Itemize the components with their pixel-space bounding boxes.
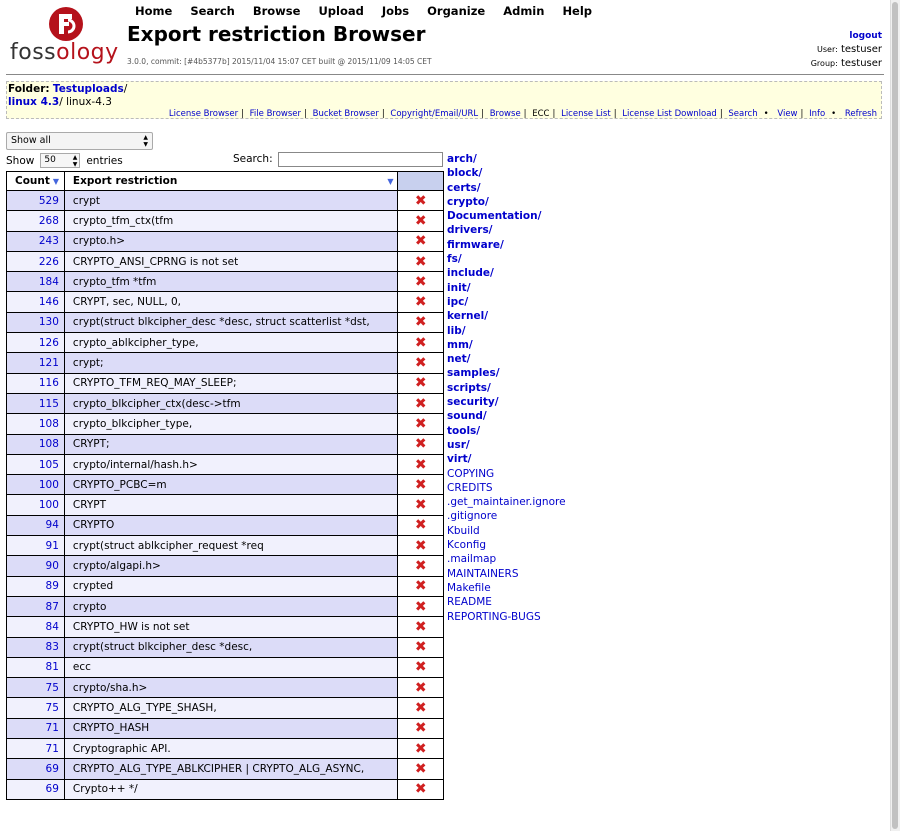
tree-dir-link[interactable]: fs/ [447, 253, 462, 266]
tree-dir-link[interactable]: certs/ [447, 181, 481, 194]
table-row [7, 698, 444, 718]
search-label: Search: [233, 153, 273, 165]
menu-home[interactable]: Home [135, 4, 173, 18]
delete-icon[interactable]: ✖ [398, 414, 444, 434]
fossology-logo-icon [48, 6, 84, 42]
table-row [7, 495, 444, 515]
table-row [7, 312, 444, 332]
tree-file-link[interactable]: .mailmap [447, 553, 497, 566]
filter-select[interactable] [6, 132, 153, 150]
nav-copyright[interactable]: Copyright/Email/URL [390, 109, 479, 119]
table-row [7, 779, 444, 799]
entries-select[interactable]: 50 ▲ ▼ [40, 153, 80, 168]
count-cell[interactable]: 75 [7, 698, 65, 718]
export-restriction-table [6, 171, 444, 800]
count-cell[interactable]: 81 [7, 657, 65, 677]
restriction-cell: CRYPTO_ALG_TYPE_SHASH, [64, 698, 398, 718]
nav-bucket-browser[interactable]: Bucket Browser [312, 109, 379, 119]
tree-dir-link[interactable]: crypto/ [447, 195, 489, 208]
header-divider [6, 74, 884, 75]
folder-label: Folder: [8, 83, 50, 95]
restriction-cell: crypto/sha.h> [64, 678, 398, 698]
table-row [7, 211, 444, 231]
delete-icon[interactable]: ✖ [398, 556, 444, 576]
group-label: Group: [810, 59, 838, 68]
delete-icon[interactable]: ✖ [398, 678, 444, 698]
table-row [7, 739, 444, 759]
restriction-cell: CRYPTO_ALG_TYPE_ABLKCIPHER | CRYPTO_ALG_ASYNC, [64, 759, 398, 779]
count-cell[interactable]: 116 [7, 373, 65, 393]
delete-icon[interactable]: ✖ [398, 373, 444, 393]
tree-dir-link[interactable]: arch/ [447, 153, 477, 165]
vertical-scrollbar[interactable] [890, 0, 900, 831]
restriction-cell: ecc [64, 657, 398, 677]
tree-dir-link[interactable]: init/ [447, 281, 471, 294]
table-row [7, 251, 444, 271]
nav-links: License Browser | File Browser | Bucket Browser | Copyright/Email/URL | Browse | ECC | License List | License List Download | Search • View | Info • Refresh [168, 109, 877, 119]
table-row [7, 515, 444, 535]
table-row [7, 393, 444, 413]
restriction-cell: Cryptographic API. [64, 739, 398, 759]
restriction-cell: CRYPTO_PCBC=m [64, 475, 398, 495]
user-box [811, 29, 882, 71]
tree-dir-link[interactable]: scripts/ [447, 381, 491, 394]
nav-ecc: ECC [532, 109, 550, 119]
restriction-cell: crypted [64, 576, 398, 596]
table-row [7, 475, 444, 495]
count-cell[interactable]: 71 [7, 718, 65, 738]
delete-icon[interactable]: ✖ [398, 434, 444, 454]
delete-icon[interactable]: ✖ [398, 251, 444, 271]
count-cell[interactable]: 94 [7, 515, 65, 535]
tree-dir-link[interactable]: mm/ [447, 338, 473, 351]
delete-icon[interactable]: ✖ [398, 515, 444, 535]
build-info: 3.0.0, commit: [#4b5377b] 2015/11/04 15:07 CET built @ 2015/11/09 14:05 CET [127, 57, 432, 66]
delete-icon[interactable]: ✖ [398, 353, 444, 373]
scrollbar-thumb[interactable] [892, 2, 898, 829]
table-row [7, 292, 444, 312]
menu-browse[interactable]: Browse [252, 4, 301, 18]
count-cell[interactable]: 226 [7, 251, 65, 271]
restriction-cell: crypto_blkcipher_type, [64, 414, 398, 434]
table-row [7, 272, 444, 292]
tree-file-link[interactable]: .get_maintainer.ignore [447, 496, 566, 509]
file-tree [447, 152, 566, 624]
delete-icon[interactable]: ✖ [398, 231, 444, 251]
restriction-cell: crypt(struct blkcipher_desc *desc, struct scatterlist *dst, [64, 312, 398, 332]
restriction-cell: crypto_tfm *tfm [64, 272, 398, 292]
delete-icon[interactable]: ✖ [398, 292, 444, 312]
menu-help[interactable]: Help [562, 4, 593, 18]
tree-dir-link[interactable]: virt/ [447, 453, 472, 466]
show-label: Show [6, 154, 35, 167]
table-row [7, 454, 444, 474]
tree-file-link[interactable]: Kbuild [447, 524, 480, 537]
tree-dir-link[interactable]: net/ [447, 353, 471, 366]
action-column-header [398, 172, 444, 191]
fossology-logo[interactable] [8, 4, 123, 64]
tree-dir-link[interactable]: tools/ [447, 424, 481, 437]
table-row [7, 596, 444, 616]
count-cell[interactable]: 75 [7, 678, 65, 698]
table-row [7, 759, 444, 779]
group-value: testuser [840, 58, 882, 69]
tree-dir-link[interactable]: firmware/ [447, 238, 504, 251]
table-row [7, 678, 444, 698]
restriction-cell: CRYPT, sec, NULL, 0, [64, 292, 398, 312]
restriction-cell: crypto [64, 596, 398, 616]
menu-upload[interactable]: Upload [318, 4, 364, 18]
table-row [7, 333, 444, 353]
nav-license-list-download[interactable]: License List Download [622, 109, 717, 119]
table-row [7, 373, 444, 393]
count-cell[interactable]: 126 [7, 333, 65, 353]
count-cell[interactable]: 130 [7, 312, 65, 332]
restriction-cell: crypt [64, 191, 398, 211]
restriction-cell: crypto_tfm_ctx(tfm [64, 211, 398, 231]
entries-label: entries [86, 154, 123, 167]
entries-length-control [6, 153, 123, 168]
nav-search[interactable]: Search [728, 109, 758, 119]
page-title: Export restriction Browser [127, 22, 426, 46]
restriction-cell: crypt(struct blkcipher_desc *desc, [64, 637, 398, 657]
select-arrows-icon: ▲ ▼ [72, 154, 78, 168]
delete-icon[interactable]: ✖ [398, 475, 444, 495]
restriction-column-header[interactable]: Export restriction ▼ [64, 172, 398, 191]
tree-dir-link[interactable]: Documentation/ [447, 210, 542, 223]
count-cell[interactable]: 105 [7, 454, 65, 474]
nav-info[interactable]: Info [809, 109, 826, 119]
restriction-cell: CRYPTO [64, 515, 398, 535]
menu-jobs[interactable]: Jobs [381, 4, 410, 18]
delete-icon[interactable]: ✖ [398, 759, 444, 779]
menu-search[interactable]: Search [190, 4, 235, 18]
delete-icon[interactable]: ✖ [398, 617, 444, 637]
count-cell[interactable]: 108 [7, 434, 65, 454]
count-cell[interactable]: 87 [7, 596, 65, 616]
logout-link[interactable]: logout [849, 31, 882, 41]
restriction-cell: CRYPT [64, 495, 398, 515]
search-input[interactable] [278, 152, 443, 167]
restriction-cell: CRYPTO_HW is not set [64, 617, 398, 637]
delete-icon[interactable]: ✖ [398, 576, 444, 596]
folder-link[interactable]: Testuploads [52, 83, 124, 95]
count-cell[interactable]: 84 [7, 617, 65, 637]
count-cell[interactable]: 121 [7, 353, 65, 373]
user-value: testuser [840, 44, 882, 55]
restriction-cell: Crypto++ */ [64, 779, 398, 799]
table-row [7, 191, 444, 211]
tree-dir-link[interactable]: samples/ [447, 367, 500, 380]
table-row [7, 434, 444, 454]
tree-dir-link[interactable]: sound/ [447, 410, 487, 423]
delete-icon[interactable]: ✖ [398, 596, 444, 616]
tree-file-link[interactable]: COPYING [447, 467, 495, 480]
tree-file-link[interactable]: REPORTING-BUGS [447, 610, 541, 623]
restriction-cell: crypto/internal/hash.h> [64, 454, 398, 474]
tree-dir-link[interactable]: usr/ [447, 438, 470, 451]
count-cell[interactable]: 243 [7, 231, 65, 251]
delete-icon[interactable]: ✖ [398, 779, 444, 799]
upload-path: linux-4.3 [66, 96, 112, 108]
count-cell[interactable]: 268 [7, 211, 65, 231]
count-cell[interactable]: 529 [7, 191, 65, 211]
select-arrows-icon: ▲ ▼ [143, 134, 148, 148]
main-menu [135, 4, 592, 18]
restriction-cell: crypto_blkcipher_ctx(desc->tfm [64, 393, 398, 413]
delete-icon[interactable]: ✖ [398, 536, 444, 556]
tree-dir-link[interactable]: kernel/ [447, 310, 489, 323]
tree-dir-link[interactable]: security/ [447, 396, 499, 409]
nav-browse[interactable]: Browse [489, 109, 521, 119]
logo-wordmark: fossology [10, 40, 119, 65]
count-cell[interactable]: 71 [7, 739, 65, 759]
count-cell[interactable]: 90 [7, 556, 65, 576]
delete-icon[interactable]: ✖ [398, 495, 444, 515]
restriction-cell: crypto_ablkcipher_type, [64, 333, 398, 353]
count-column-header[interactable]: Count ▼ [7, 172, 65, 191]
tree-file-link[interactable]: Kconfig [447, 539, 487, 552]
menu-admin[interactable]: Admin [503, 4, 545, 18]
nav-file-browser[interactable]: File Browser [249, 109, 302, 119]
delete-icon[interactable]: ✖ [398, 333, 444, 353]
folder-bar: Folder: Testuploads/ linux 4.3/ linux-4.3 License Browser | File Browser | Bucket Browser | Copyright/Email/URL | Browse | ECC | License List | License List Download | Search • View | Info • Refresh [6, 81, 882, 119]
tree-file-link[interactable]: .gitignore [447, 510, 498, 523]
delete-icon[interactable]: ✖ [398, 657, 444, 677]
upload-link[interactable]: linux 4.3 [8, 96, 60, 108]
table-row [7, 231, 444, 251]
restriction-cell: CRYPTO_ANSI_CPRNG is not set [64, 251, 398, 271]
nav-license-browser[interactable]: License Browser [168, 109, 239, 119]
delete-icon[interactable]: ✖ [398, 454, 444, 474]
nav-license-list[interactable]: License List [561, 109, 611, 119]
delete-icon[interactable]: ✖ [398, 312, 444, 332]
tree-dir-link[interactable]: include/ [447, 267, 494, 280]
delete-icon[interactable]: ✖ [398, 272, 444, 292]
sort-desc-icon: ▼ [52, 177, 60, 186]
tree-dir-link[interactable]: ipc/ [447, 295, 469, 308]
tree-dir-link[interactable]: lib/ [447, 324, 466, 337]
tree-file-link[interactable]: Makefile [447, 581, 491, 594]
count-cell[interactable]: 100 [7, 495, 65, 515]
count-cell[interactable]: 108 [7, 414, 65, 434]
table-row [7, 657, 444, 677]
tree-dir-link[interactable]: drivers/ [447, 224, 493, 237]
restriction-cell: CRYPTO_TFM_REQ_MAY_SLEEP; [64, 373, 398, 393]
count-cell[interactable]: 115 [7, 393, 65, 413]
restriction-cell: CRYPT; [64, 434, 398, 454]
delete-icon[interactable]: ✖ [398, 698, 444, 718]
nav-view[interactable]: View [777, 109, 798, 119]
restriction-cell: crypt(struct ablkcipher_request *req [64, 536, 398, 556]
table-row [7, 718, 444, 738]
tree-file-link[interactable]: MAINTAINERS [447, 567, 519, 580]
table-row [7, 617, 444, 637]
restriction-cell: crypt; [64, 353, 398, 373]
restriction-cell: CRYPTO_HASH [64, 718, 398, 738]
restriction-cell: crypto/algapi.h> [64, 556, 398, 576]
table-row [7, 414, 444, 434]
delete-icon[interactable]: ✖ [398, 718, 444, 738]
nav-refresh[interactable]: Refresh [844, 109, 877, 119]
delete-icon[interactable]: ✖ [398, 739, 444, 759]
tree-file-link[interactable]: README [447, 596, 492, 609]
delete-icon[interactable]: ✖ [398, 191, 444, 211]
delete-icon[interactable]: ✖ [398, 393, 444, 413]
tree-dir-link[interactable]: block/ [447, 167, 483, 180]
restriction-cell: crypto.h> [64, 231, 398, 251]
delete-icon[interactable]: ✖ [398, 637, 444, 657]
menu-organize[interactable]: Organize [427, 4, 486, 18]
table-row [7, 536, 444, 556]
sort-icon: ▼ [387, 177, 394, 186]
count-cell[interactable]: 69 [7, 779, 65, 799]
table-row [7, 576, 444, 596]
table-row [7, 556, 444, 576]
count-cell[interactable]: 100 [7, 475, 65, 495]
count-cell[interactable]: 69 [7, 759, 65, 779]
count-cell[interactable]: 146 [7, 292, 65, 312]
user-label: User: [817, 45, 838, 54]
delete-icon[interactable]: ✖ [398, 211, 444, 231]
table-row [7, 637, 444, 657]
count-cell[interactable]: 184 [7, 272, 65, 292]
count-cell[interactable]: 91 [7, 536, 65, 556]
table-row [7, 353, 444, 373]
count-cell[interactable]: 83 [7, 637, 65, 657]
tree-file-link[interactable]: CREDITS [447, 481, 493, 494]
count-cell[interactable]: 89 [7, 576, 65, 596]
filter-selected-value: Show all [11, 135, 51, 146]
